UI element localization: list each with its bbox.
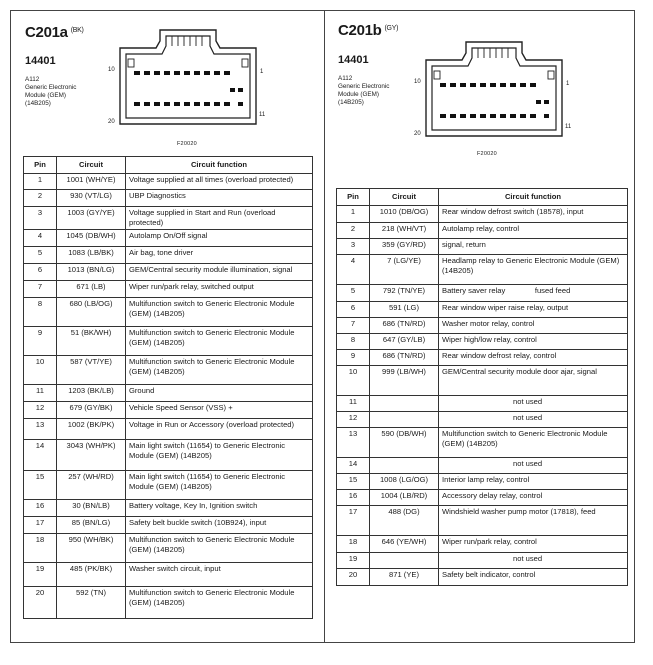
- circuit-cell: [370, 553, 439, 569]
- connector-id-text: C201a: [25, 24, 68, 41]
- circuit-cell: 1010 (DB/OG): [370, 206, 439, 223]
- circuit-cell: 1013 (BN/LG): [57, 264, 126, 281]
- connector-id-text: C201b: [338, 22, 382, 39]
- function-cell: Rear window defrost relay, control: [439, 350, 628, 366]
- table-row: [24, 534, 313, 563]
- table-row: [337, 458, 628, 474]
- table-row: [337, 206, 628, 223]
- circuit-cell: 792 (TN/YE): [370, 285, 439, 302]
- pin-cell: 14: [24, 440, 57, 471]
- pin-cell: 8: [337, 334, 370, 350]
- module-description: [338, 75, 408, 107]
- pin-cell: 1: [337, 206, 370, 223]
- circuit-cell: 1003 (GY/YE): [57, 207, 126, 230]
- table-row: [24, 230, 313, 247]
- function-cell: Rear window wiper raise relay, output: [439, 302, 628, 318]
- function-cell: Safety belt buckle switch (10B924), input: [126, 517, 313, 534]
- figure-id: F20020: [477, 151, 497, 157]
- desc-line: Module (GEM): [338, 91, 379, 98]
- pin-label: 1: [566, 81, 570, 87]
- function-cell: Headlamp relay to Generic Electronic Module (GEM) (14B205): [439, 255, 628, 285]
- table-row: [24, 402, 313, 419]
- circuit-cell: 1004 (LB/RD): [370, 490, 439, 506]
- table-row: [337, 239, 628, 255]
- table-row: [337, 285, 628, 302]
- desc-line: Module (GEM): [25, 92, 66, 99]
- circuit-cell: 999 (LB/WH): [370, 366, 439, 396]
- table-row: [24, 327, 313, 356]
- column-header-function: Circuit function: [439, 189, 628, 206]
- circuit-cell: [370, 396, 439, 412]
- circuit-cell: [370, 412, 439, 428]
- desc-line: A112: [338, 75, 353, 82]
- pin-cell: 13: [337, 428, 370, 458]
- connector-color: (BK): [70, 27, 84, 34]
- table-row: [24, 419, 313, 440]
- function-cell: Vehicle Speed Sensor (VSS) +: [126, 402, 313, 419]
- desc-line: A112: [25, 76, 40, 83]
- table-row: [337, 318, 628, 334]
- function-cell: Voltage in Run or Accessory (overload protected): [126, 419, 313, 440]
- circuit-cell: 218 (WH/VT): [370, 223, 439, 239]
- table-header-row: [337, 189, 628, 206]
- function-cell: Washer motor relay, control: [439, 318, 628, 334]
- connector-diagram: [108, 24, 268, 134]
- circuit-cell: 85 (BN/LG): [57, 517, 126, 534]
- circuit-cell: 686 (TN/RD): [370, 318, 439, 334]
- pin-cell: 14: [337, 458, 370, 474]
- table-row: [337, 490, 628, 506]
- connector-header: [336, 10, 628, 157]
- circuit-cell: 1002 (BK/PK): [57, 419, 126, 440]
- circuit-cell: 7 (LG/YE): [370, 255, 439, 285]
- table-header-row: [24, 157, 313, 174]
- pin-cell: 12: [24, 402, 57, 419]
- circuit-cell: 51 (BK/WH): [57, 327, 126, 356]
- circuit-cell: 587 (VT/YE): [57, 356, 126, 385]
- function-cell: Voltage supplied at all times (overload protected): [126, 174, 313, 190]
- function-cell: Autolamp On/Off signal: [126, 230, 313, 247]
- connector-color: (GY): [384, 25, 399, 32]
- table-row: [337, 350, 628, 366]
- table-row: [24, 298, 313, 327]
- pin-label: 10: [108, 67, 115, 73]
- column-header-circuit: Circuit: [57, 157, 126, 174]
- pinout-table: [336, 188, 628, 586]
- connector-face-icon: [414, 36, 574, 146]
- table-row: [337, 302, 628, 318]
- column-header-pin: Pin: [337, 189, 370, 206]
- function-cell: GEM/Central security module door ajar, signal: [439, 366, 628, 396]
- circuit-cell: 591 (LG): [370, 302, 439, 318]
- pin-cell: 3: [24, 207, 57, 230]
- circuit-cell: [370, 458, 439, 474]
- table-row: [24, 190, 313, 207]
- column-header-circuit: Circuit: [370, 189, 439, 206]
- pin-cell: 15: [337, 474, 370, 490]
- desc-line: Generic Electronic: [338, 83, 390, 90]
- circuit-cell: 930 (VT/LG): [57, 190, 126, 207]
- pin-label: 11: [565, 124, 572, 130]
- circuit-cell: 592 (TN): [57, 587, 126, 619]
- function-cell: Accessory delay relay, control: [439, 490, 628, 506]
- function-cell: Multifunction switch to Generic Electronic Module (GEM) (14B205): [126, 587, 313, 619]
- pin-label: 11: [259, 112, 266, 118]
- pin-cell: 10: [24, 356, 57, 385]
- table-row: [24, 207, 313, 230]
- pin-label: 1: [260, 69, 264, 75]
- function-cell: Battery saver relay fused feed: [439, 285, 628, 302]
- function-cell: Autolamp relay, control: [439, 223, 628, 239]
- function-cell: Multifunction switch to Generic Electronic Module (GEM) (14B205): [126, 356, 313, 385]
- function-cell: Safety belt indicator, control: [439, 569, 628, 586]
- connector-face-icon: [108, 24, 268, 134]
- table-row: [24, 356, 313, 385]
- circuit-cell: 3043 (WH/PK): [57, 440, 126, 471]
- function-cell: Multifunction switch to Generic Electronic Module (GEM) (14B205): [126, 534, 313, 563]
- function-cell: not used: [439, 412, 628, 428]
- table-row: [337, 569, 628, 586]
- circuit-cell: 1083 (LB/BK): [57, 247, 126, 264]
- table-row: [24, 264, 313, 281]
- table-row: [24, 247, 313, 264]
- pin-cell: 19: [24, 563, 57, 587]
- table-row: [337, 506, 628, 536]
- pin-cell: 11: [337, 396, 370, 412]
- pin-cell: 13: [24, 419, 57, 440]
- circuit-cell: 686 (TN/RD): [370, 350, 439, 366]
- function-cell: GEM/Central security module illumination, signal: [126, 264, 313, 281]
- connector-id: [338, 22, 398, 39]
- function-cell: Wiper high/low relay, control: [439, 334, 628, 350]
- module-description: [25, 76, 95, 108]
- function-cell: not used: [439, 396, 628, 412]
- function-cell: not used: [439, 553, 628, 569]
- function-cell: Wiper run/park relay, control: [439, 536, 628, 553]
- circuit-cell: 679 (GY/BK): [57, 402, 126, 419]
- pin-cell: 17: [24, 517, 57, 534]
- pin-cell: 11: [24, 385, 57, 402]
- table-row: [24, 174, 313, 190]
- figure-id: F20020: [177, 141, 197, 147]
- circuit-cell: 359 (GY/RD): [370, 239, 439, 255]
- circuit-cell: 871 (YE): [370, 569, 439, 586]
- pin-cell: 1: [24, 174, 57, 190]
- circuit-cell: 488 (DG): [370, 506, 439, 536]
- function-cell: Multifunction switch to Generic Electronic Module (GEM) (14B205): [439, 428, 628, 458]
- pin-cell: 7: [337, 318, 370, 334]
- pin-cell: 16: [337, 490, 370, 506]
- circuit-cell: 1001 (WH/YE): [57, 174, 126, 190]
- pin-cell: 6: [337, 302, 370, 318]
- pin-cell: 2: [337, 223, 370, 239]
- pin-cell: 8: [24, 298, 57, 327]
- pin-label: 10: [414, 79, 421, 85]
- pin-cell: 18: [337, 536, 370, 553]
- circuit-cell: 647 (GY/LB): [370, 334, 439, 350]
- function-cell: Main light switch (11654) to Generic Electronic Module (GEM) (14B205): [126, 471, 313, 500]
- circuit-cell: 680 (LB/OG): [57, 298, 126, 327]
- function-cell: Battery voltage, Key In, Ignition switch: [126, 500, 313, 517]
- column-header-function: Circuit function: [126, 157, 313, 174]
- circuit-cell: 257 (WH/RD): [57, 471, 126, 500]
- pin-cell: 18: [24, 534, 57, 563]
- circuit-cell: 950 (WH/BK): [57, 534, 126, 563]
- table-row: [24, 500, 313, 517]
- pin-cell: 10: [337, 366, 370, 396]
- function-cell: Ground: [126, 385, 313, 402]
- desc-line: (14B205): [25, 100, 51, 107]
- pin-cell: 19: [337, 553, 370, 569]
- pin-cell: 20: [337, 569, 370, 586]
- table-row: [337, 366, 628, 396]
- function-cell: Windshield washer pump motor (17818), feed: [439, 506, 628, 536]
- pin-cell: 4: [337, 255, 370, 285]
- pin-cell: 9: [24, 327, 57, 356]
- circuit-cell: 646 (YE/WH): [370, 536, 439, 553]
- table-row: [337, 255, 628, 285]
- pin-cell: 7: [24, 281, 57, 298]
- table-row: [24, 385, 313, 402]
- table-row: [337, 223, 628, 239]
- part-number: 14401: [25, 55, 56, 67]
- pin-cell: 5: [337, 285, 370, 302]
- pin-cell: 4: [24, 230, 57, 247]
- desc-line: Generic Electronic: [25, 84, 77, 91]
- circuit-cell: 1008 (LG/OG): [370, 474, 439, 490]
- table-row: [337, 428, 628, 458]
- pin-cell: 20: [24, 587, 57, 619]
- circuit-cell: 485 (PK/BK): [57, 563, 126, 587]
- function-cell: Wiper run/park relay, switched output: [126, 281, 313, 298]
- function-cell: Washer switch circuit, input: [126, 563, 313, 587]
- function-cell: Interior lamp relay, control: [439, 474, 628, 490]
- desc-line: (14B205): [338, 99, 364, 106]
- pin-cell: 17: [337, 506, 370, 536]
- pin-cell: 12: [337, 412, 370, 428]
- column-header-pin: Pin: [24, 157, 57, 174]
- pin-cell: 15: [24, 471, 57, 500]
- pin-label: 20: [108, 119, 115, 125]
- table-row: [24, 563, 313, 587]
- connector-header: [23, 10, 313, 150]
- table-row: [24, 440, 313, 471]
- table-row: [337, 412, 628, 428]
- table-row: [24, 281, 313, 298]
- table-row: [24, 471, 313, 500]
- connector-id: [25, 24, 84, 41]
- function-cell: Multifunction switch to Generic Electronic Module (GEM) (14B205): [126, 327, 313, 356]
- pin-label: 20: [414, 131, 421, 137]
- function-cell: Voltage supplied in Start and Run (overload protected): [126, 207, 313, 230]
- pin-cell: 6: [24, 264, 57, 281]
- connector-diagram: [414, 36, 574, 146]
- part-number: 14401: [338, 54, 369, 66]
- table-row: [337, 334, 628, 350]
- pinout-table: [23, 156, 313, 619]
- function-cell: not used: [439, 458, 628, 474]
- pin-cell: 16: [24, 500, 57, 517]
- pin-cell: 3: [337, 239, 370, 255]
- circuit-cell: 590 (DB/WH): [370, 428, 439, 458]
- circuit-cell: 1045 (DB/WH): [57, 230, 126, 247]
- table-row: [337, 396, 628, 412]
- function-cell: Air bag, tone driver: [126, 247, 313, 264]
- circuit-cell: 1203 (BK/LB): [57, 385, 126, 402]
- pin-cell: 9: [337, 350, 370, 366]
- table-row: [24, 517, 313, 534]
- table-row: [337, 536, 628, 553]
- function-cell: Rear window defrost switch (18578), input: [439, 206, 628, 223]
- pin-cell: 5: [24, 247, 57, 264]
- function-cell: UBP Diagnostics: [126, 190, 313, 207]
- table-row: [337, 474, 628, 490]
- circuit-cell: 671 (LB): [57, 281, 126, 298]
- circuit-cell: 30 (BN/LB): [57, 500, 126, 517]
- table-row: [24, 587, 313, 619]
- pin-cell: 2: [24, 190, 57, 207]
- table-row: [337, 553, 628, 569]
- function-cell: Multifunction switch to Generic Electronic Module (GEM) (14B205): [126, 298, 313, 327]
- function-cell: signal, return: [439, 239, 628, 255]
- column-divider: [324, 10, 325, 643]
- function-cell: Main light switch (11654) to Generic Electronic Module (GEM) (14B205): [126, 440, 313, 471]
